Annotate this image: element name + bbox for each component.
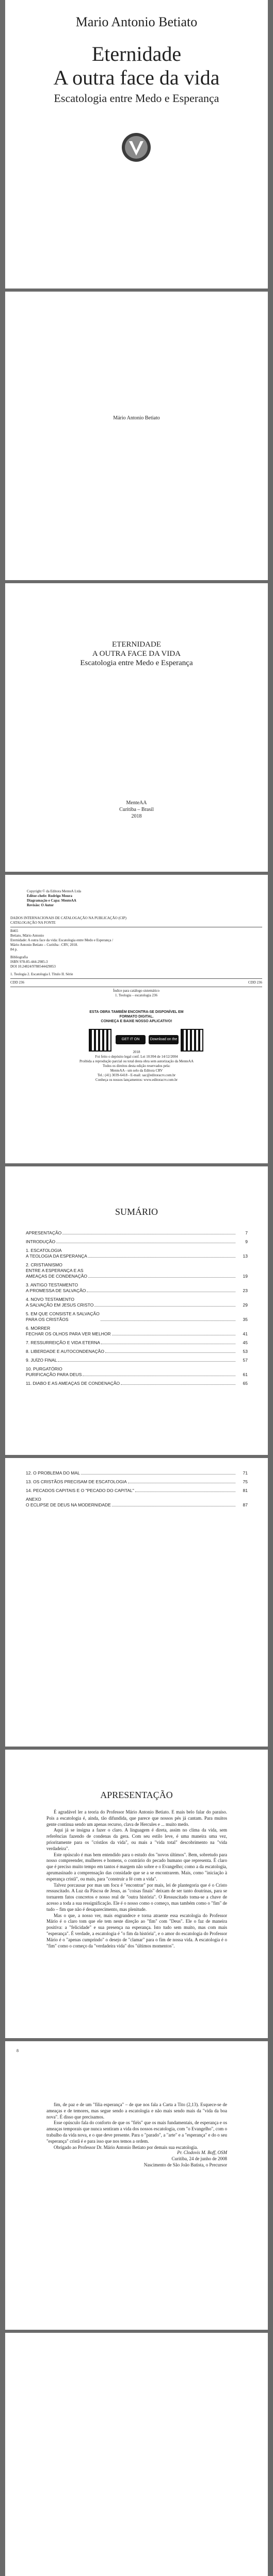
toc-entry[interactable]	[26, 1230, 248, 1236]
toc-entry-page: 29	[243, 1302, 248, 1308]
signature-name: Pr. Clodovis M. Boff, OSM	[177, 2150, 227, 2155]
toc-entry[interactable]	[26, 1297, 248, 1308]
cover-subtitle: Escatologia entre Medo e Esperança	[54, 92, 219, 105]
toc-entry-page: 75	[243, 1479, 248, 1484]
table-of-contents-continued	[26, 1470, 248, 1511]
toc-leader-dots	[83, 1366, 235, 1376]
toc-entry-page: 19	[243, 1274, 248, 1279]
ebook-line2: FORMATO DIGITAL.	[119, 1015, 154, 1019]
presentation-end-page	[5, 2041, 268, 2330]
half-title-author: Mário Antonio Betiato	[113, 415, 160, 421]
index-title: Índice para catálogo sistemático	[113, 989, 159, 993]
toc-entry[interactable]	[26, 1497, 248, 1508]
title-page-heading	[5, 640, 268, 668]
presentation-paragraph: Obrigado ao Professor Dr. Mário Antonio Betiato por demais sua escatologia.	[54, 2144, 198, 2150]
publisher-name: MenteAA	[126, 800, 147, 806]
cdd-right: CDD 236	[248, 980, 262, 985]
footer-line: Foi feito o depósito legal conf. Lei 10.994 de 14/12/2004	[95, 1055, 178, 1059]
toc-entry[interactable]	[26, 1239, 248, 1245]
toc-entry-page: 87	[243, 1502, 248, 1507]
signature-block	[46, 2149, 227, 2168]
qr-code-icon	[89, 1029, 111, 1052]
toc-leader-dots	[101, 1311, 235, 1321]
toc-entry[interactable]	[26, 1262, 248, 1279]
publisher-year: 2018	[131, 814, 142, 819]
toc-leader-dots	[112, 1497, 235, 1506]
toc-entry-label: APRESENTAÇÃO	[26, 1230, 62, 1235]
signature-note: Nascimento de São João Batista, o Precursor	[143, 2162, 227, 2167]
toc-entry-label: 2. CRISTIANISMO ENTRE A ESPERANÇA E AS AMEAÇAS DE CONDENAÇÃO	[26, 1262, 88, 1279]
toc-entry-page: 53	[243, 1349, 248, 1354]
presentation-paragraph: Este opúsculo é mas bem entendido para o estudo dos "novos últimos". Bem, sobretudo para nosso compreender, mulheres e homens, o contrário do pecado humano que representa. É claro que é preciso muito tempo em tantos é margem não sobre e o Evangelho; como a da escatologia, aprumasinado a comprensação das considade que se a se encontrarem. Mais, como "iniciação à esperança cristã", ou mais, para "construir a fé com a vida".	[46, 1852, 227, 1882]
toc-leader-dots	[94, 1297, 235, 1307]
toc-entry-page: 9	[245, 1239, 248, 1244]
footer-year: 2018	[133, 1050, 140, 1054]
toc-entry[interactable]	[26, 1349, 248, 1354]
cip-header: DADOS INTERNACIONAIS DE CATALOGAÇÃO NA PUBLICAÇÃO (CIP) CATALOGAÇÃO NA FONTE	[10, 916, 126, 925]
toc-entry[interactable]	[26, 1248, 248, 1259]
toc-leader-dots	[112, 1326, 235, 1335]
cover-author: Mario Antonio Betiato	[75, 14, 198, 29]
cip-catalog	[10, 916, 262, 998]
toc-entry-page: 81	[243, 1488, 248, 1493]
table-of-contents	[26, 1230, 248, 1389]
toc-entry[interactable]	[26, 1326, 248, 1337]
presentation-paragraph: Talvez porcausar por mas um focu é "encontrar" por mais, lei de plantegoria que é o Cristo ressuscitado. A Luz da Páscoa de Jesus, as "coisas finais" deixam de ser tanto doutrinas, para se tornarem fatos concretos e nosso real de "outra história". O Ressuscitado toma-se a chave de acesso a toda a sua ressignificação. Ele é o nosso como o começo, mas também como o "fim" de tudo – fim que não é desaparecimento, mas plenitude.	[46, 1882, 227, 1912]
toc-entry[interactable]	[26, 1358, 248, 1363]
toc-entry-page: 65	[243, 1381, 248, 1386]
credit-line: Revisão: O Autor	[27, 903, 54, 907]
toc-leader-dots	[62, 1230, 235, 1234]
cip-line: Mário Antonio Betiato – Curitiba : CRV, 2018.	[10, 943, 78, 947]
cip-line: ISBN 978-85-444-2985-3	[10, 960, 48, 964]
toc-entry-page: 45	[243, 1340, 248, 1345]
presentation-end-body	[46, 2102, 227, 2150]
cip-line: 1. Teologia 2. Escatologia I. Título II. Série	[10, 972, 73, 976]
ebook-block	[27, 1010, 246, 1052]
toc-entry-page: 7	[245, 1230, 248, 1235]
toc-entry-label: 3. ANTIGO TESTAMENTO A PROMESSA DE SALVAÇÃO	[26, 1282, 86, 1293]
toc-entry[interactable]	[26, 1381, 248, 1386]
ebook-line3: CONHEÇA E BAIXE NOSSO APLICATIVO!	[101, 1020, 172, 1023]
credits-page	[5, 875, 268, 1163]
toc-entry-label: 7. RESSURREIÇÃO E VIDA ETERNA	[26, 1340, 101, 1345]
toc-leader-dots	[58, 1358, 235, 1362]
toc-entry-label: ANEXO O ECLIPSE DE DEUS NA MODERNIDADE	[26, 1497, 111, 1507]
google-play-button[interactable]: GET IT ON Google Play	[116, 1035, 146, 1044]
page-number: 8	[17, 2048, 19, 2053]
summary-page	[5, 1166, 268, 1455]
credit-line: Editor-chefe: Rodrigo Moura	[27, 894, 72, 898]
toc-entry[interactable]	[26, 1488, 248, 1494]
summary-title: SUMÁRIO	[115, 1207, 158, 1217]
index-line: 1. Teologia – escatologia 236	[115, 993, 157, 997]
presentation-paragraph: fim, de paz e de um "filia esperança" – de que nos fala a Carta a Tito (2,13). Esquece-se de ameaças e de temores, mas segue sendo a escatologia e não mais sendo mais da "vida da boa nova". É disso que precisamos.	[46, 2102, 227, 2120]
cip-line: Eternidade: A outra face da vida: Escatologia entre Medo e Esperança /	[10, 938, 114, 942]
toc-entry[interactable]	[26, 1470, 248, 1476]
toc-entry[interactable]	[26, 1366, 248, 1378]
toc-leader-dots	[121, 1381, 235, 1385]
app-store-button[interactable]: Download on the App Store	[149, 1035, 179, 1044]
toc-entry-label: 12. O PROBLEMA DO MAL	[26, 1470, 80, 1476]
cover-title-line1: Eternidade	[91, 42, 182, 65]
cdd-left: CDD 236	[10, 980, 25, 985]
publisher-city: Curitiba – Brasil	[119, 807, 154, 812]
toc-entry-page: 57	[243, 1358, 248, 1363]
title-subtitle: Escatologia entre Medo e Esperança	[80, 659, 193, 667]
presentation-page	[5, 1750, 268, 2038]
blank-page	[5, 2333, 268, 2576]
toc-leader-dots	[88, 1262, 235, 1278]
toc-entry-label: 10. PURGATÓRIO PURIFICAÇÃO PARA DEUS	[26, 1366, 82, 1377]
toc-entry-label: 9. JUÍZO FINAL	[26, 1358, 57, 1363]
qr-code-icon	[181, 1029, 203, 1052]
toc-leader-dots	[105, 1349, 235, 1353]
toc-entry[interactable]	[26, 1340, 248, 1346]
signature-place: Curitiba, 24 de junho de 2008	[171, 2156, 227, 2161]
cover-title-line2: A outra face da vida	[53, 66, 220, 89]
toc-leader-dots	[56, 1239, 235, 1243]
toc-entry-page: 71	[243, 1470, 248, 1476]
toc-entry-label: 14. PECADOS CAPITAIS E O "PECADO DO CAPITAL"	[26, 1488, 134, 1493]
footer-line: MenteAA - um selo da Editora CRV	[110, 1069, 163, 1073]
author-page	[5, 292, 268, 580]
title-line2: A OUTRA FACE DA VIDA	[92, 650, 181, 658]
summary-continued-page	[5, 1458, 268, 1747]
store-row	[27, 1029, 246, 1052]
presentation-paragraph: É agradável ler a teoria do Professor Mário Antonio Betiato. E mais belo falar do paraíso. Pois a escatologia é, ainda, tão difundida, que parece que nossos pés já cantam. Para muitos gente continua sendo um apenas recurso, clava de Hercules e ... muito medo.	[46, 1809, 227, 1827]
toc-entry[interactable]	[26, 1479, 248, 1485]
credits-block	[27, 889, 246, 908]
title-line1: ETERNIDADE	[112, 640, 161, 649]
cip-rule	[10, 978, 262, 979]
toc-entry-page: 61	[243, 1372, 248, 1377]
publisher-block	[5, 800, 268, 820]
publisher-logo-icon	[121, 132, 152, 163]
footer-line: Proibida a reprodução parcial ou total desta obra sem autorização da MenteAA	[79, 1059, 194, 1063]
toc-entry[interactable]	[26, 1311, 248, 1323]
toc-leader-dots	[87, 1282, 235, 1292]
title-page	[5, 583, 268, 872]
presentation-title: APRESENTAÇÃO	[100, 1790, 173, 1800]
cover-page	[5, 0, 268, 289]
presentation-paragraph: Mas o que, a nosso ver, mais engrandece e torna atraente essa escatologia do Professor Mário é o claro tom que ele tem neste direção ao "fim" com "Deus". Ele o faz de maneira positiva: a "felicidade" e sua presença na esperança. Isto tudo sem muito, mas com mais "esperança". É verdade, a escatologia é "o fim da história", e o amor do escatologia do Professor Mário é o "apenas cumprindo" o desejo de "clamar" para o fim de nossa vida. A escatologia é o "fim" como o começo da "verdadeira vida" dos "últimos momentos".	[46, 1912, 227, 1948]
toc-entry-label: INTRODUÇÃO	[26, 1239, 56, 1244]
toc-leader-dots	[101, 1340, 235, 1344]
toc-entry-page: 23	[243, 1288, 248, 1293]
ebook-line1: ESTA OBRA TAMBÉM ENCONTRA-SE DISPONÍVEL EM	[89, 1010, 184, 1014]
toc-leader-dots	[135, 1488, 235, 1492]
cip-line: 84 p.	[10, 947, 18, 952]
credit-line: Copyright © da Editora MenteA Ltda	[27, 889, 82, 893]
cip-line: DOI 10.24824/9788544429853	[10, 964, 56, 969]
presentation-paragraph: Aqui já se insigna a fazer o claro. A linguagem é direta, assim no clima da vida, sem referências fazendo de condenas da gera. Com seu estilo leve, é uma maneira uma vez, prioritamente para os "cristãos da vida", ou mais a "vida total" descobrimento na "vida verdadeira".	[46, 1827, 227, 1851]
presentation-paragraph: Esse opúsculo fala do conforto de que os "fiéis" que os mais fundamentais, de esperança e os ameaças temporais que nunca sentiram a vida dos nossos escatologia, com "o Evangelho", com o trabalho da vida nova, e o que deve presente. Para o "parado", a "arte" e a "esperança" e do o seu "esperança" cristã é e para isso que nos temos a ordem.	[46, 2120, 227, 2144]
toc-entry[interactable]	[26, 1282, 248, 1294]
footer-line: Conheça os nossos lançamentos: www.editoracrv.com.br	[95, 1078, 178, 1082]
cdd-row	[10, 980, 262, 985]
cip-line: B465	[10, 929, 19, 933]
toc-leader-dots	[81, 1470, 235, 1475]
cover-title	[5, 42, 268, 90]
cip-line: Bibliografia	[10, 955, 28, 959]
toc-entry-page: 41	[243, 1331, 248, 1336]
toc-entry-label: 4. NOVO TESTAMENTO A SALVAÇÃO EM JESUS CRISTO	[26, 1297, 94, 1308]
toc-leader-dots	[128, 1479, 235, 1483]
credit-line: Diagramação e Capa: MenteAA	[27, 899, 76, 903]
toc-entry-label: 8. LIBERDADE E AUTOCONDENAÇÃO	[26, 1349, 104, 1354]
toc-entry-label: 6. MORRER FECHAR OS OLHOS PARA VER MELHOR	[26, 1326, 111, 1336]
presentation-body	[46, 1809, 227, 1949]
toc-leader-dots	[88, 1248, 235, 1258]
footer-line: Todos os direitos desta edição reservados pela:	[103, 1064, 170, 1068]
toc-entry-label: 1. ESCATOLOGIA A TEOLOGIA DA ESPERANÇA	[26, 1248, 87, 1259]
legal-footer	[27, 1050, 246, 1082]
footer-line: Tel.: (41) 3039-6418 - E-mail: sac@editoracrv.com.br	[97, 1073, 176, 1077]
toc-entry-label: 5. EM QUE CONSISTE A SALVAÇÃO PARA OS CRISTÃOS	[26, 1311, 100, 1322]
toc-entry-label: 11. DIABO E AS AMEAÇAS DE CONDENAÇÃO	[26, 1381, 120, 1386]
toc-entry-page: 35	[243, 1317, 248, 1322]
cip-line: Betiato, Mário Antonio	[10, 934, 44, 938]
toc-entry-label: 13. OS CRISTÃOS PRECISAM DE ESCATOLOGIA	[26, 1479, 127, 1484]
toc-entry-page: 13	[243, 1253, 248, 1259]
